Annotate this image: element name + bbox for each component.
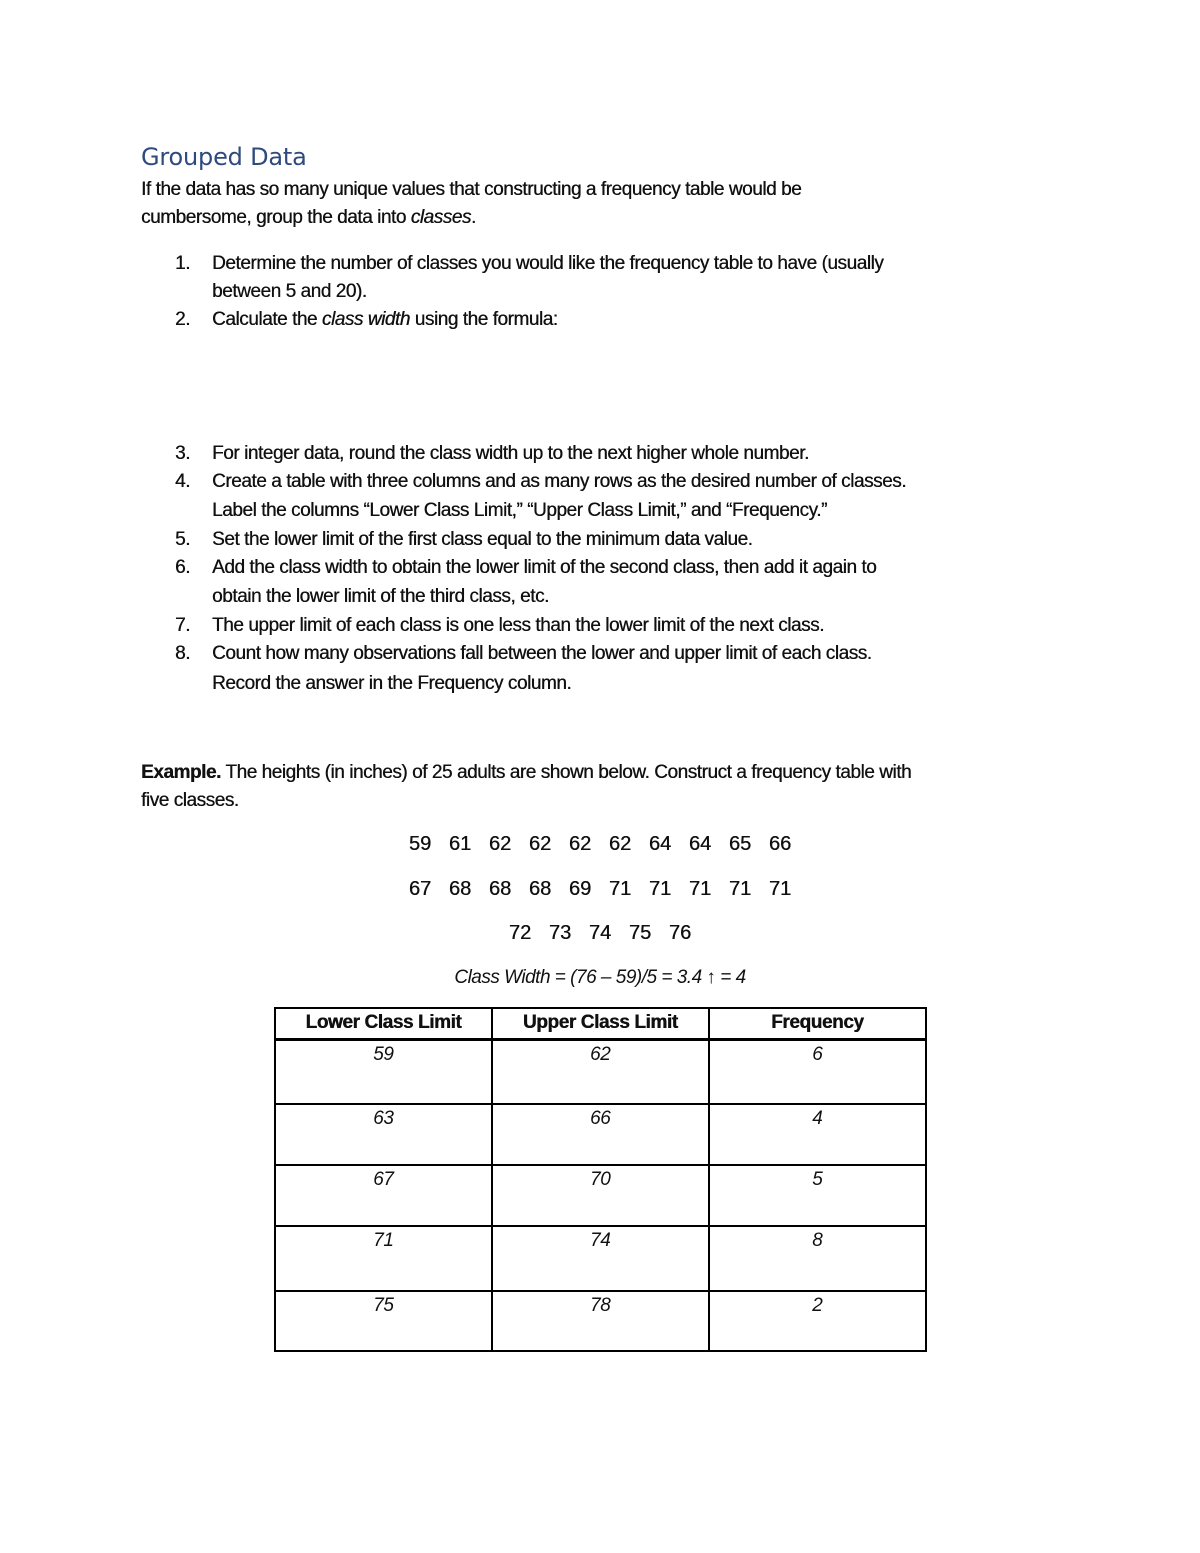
step-fragment: Calculate the <box>212 309 322 330</box>
example-text: The heights (in inches) of 25 adults are shown below. Construct a frequency table with <box>220 762 912 783</box>
step-text <box>212 308 558 332</box>
data-value: 75 <box>628 922 652 944</box>
step-fragment: class width <box>321 309 410 330</box>
step-number: 7. <box>175 615 190 636</box>
step-fragment: using the formula: <box>409 309 558 330</box>
data-value: 62 <box>488 833 512 855</box>
table-header-row <box>275 1008 926 1040</box>
data-value: 62 <box>528 833 552 855</box>
data-value: 69 <box>568 878 592 900</box>
step-text: Create a table with three columns and as many rows as the desired number of classes. <box>212 471 907 492</box>
step-text: The upper limit of each class is one less than the lower limit of the next class. <box>212 615 824 636</box>
table-cell: 8 <box>709 1226 926 1291</box>
class-width-formula: Class Width = (76 – 59)/5 = 3.4 ↑ = 4 <box>454 967 746 988</box>
data-value: 62 <box>568 833 592 855</box>
step-number: 1. <box>175 253 190 274</box>
step-number: 6. <box>175 557 190 578</box>
step-text: Label the columns “Lower Class Limit,” “Upper Class Limit,” and “Frequency.” <box>212 500 827 521</box>
table-cell: 2 <box>709 1291 926 1351</box>
table-cell: 67 <box>275 1165 492 1226</box>
intro-period: . <box>470 207 476 228</box>
table-row <box>275 1104 926 1165</box>
data-value: 73 <box>548 922 572 944</box>
page-title: Grouped Data <box>141 143 307 171</box>
step-text: between 5 and 20). <box>212 281 367 302</box>
example-line-1 <box>141 761 911 785</box>
data-value: 67 <box>408 878 432 900</box>
column-header: Lower Class Limit <box>275 1008 492 1040</box>
step-text: For integer data, round the class width up to the next higher whole number. <box>212 443 809 464</box>
intro-line-1: If the data has so many unique values that constructing a frequency table would be <box>141 179 802 200</box>
data-row <box>0 833 1200 856</box>
table-cell: 4 <box>709 1104 926 1165</box>
step-number: 3. <box>175 443 190 464</box>
data-value: 71 <box>648 878 672 900</box>
data-value: 62 <box>608 833 632 855</box>
table-cell: 74 <box>492 1226 709 1291</box>
table-cell: 70 <box>492 1165 709 1226</box>
step-text: Count how many observations fall between the lower and upper limit of each class. <box>212 643 872 664</box>
table-cell: 75 <box>275 1291 492 1351</box>
data-value: 68 <box>488 878 512 900</box>
data-value: 59 <box>408 833 432 855</box>
table-row <box>275 1040 926 1104</box>
column-header: Frequency <box>709 1008 926 1040</box>
data-value: 71 <box>768 878 792 900</box>
step-number: 4. <box>175 471 190 492</box>
example-line-2: five classes. <box>141 790 239 811</box>
data-value: 71 <box>608 878 632 900</box>
frequency-table <box>274 1007 927 1352</box>
table-cell: 5 <box>709 1165 926 1226</box>
data-value: 66 <box>768 833 792 855</box>
table-row <box>275 1226 926 1291</box>
step-text: Record the answer in the Frequency column. <box>212 673 572 694</box>
step-text: Determine the number of classes you would like the frequency table to have (usually <box>212 253 884 274</box>
table-cell: 62 <box>492 1040 709 1104</box>
step-text: Set the lower limit of the first class equal to the minimum data value. <box>212 529 753 550</box>
table-cell: 6 <box>709 1040 926 1104</box>
data-value: 61 <box>448 833 472 855</box>
step-number: 5. <box>175 529 190 550</box>
data-row <box>0 878 1200 901</box>
data-value: 74 <box>588 922 612 944</box>
data-value: 71 <box>728 878 752 900</box>
data-value: 65 <box>728 833 752 855</box>
data-value: 68 <box>528 878 552 900</box>
intro-text: cumbersome, group the data into <box>141 207 411 228</box>
data-value: 64 <box>688 833 712 855</box>
step-text: Add the class width to obtain the lower limit of the second class, then add it again to <box>212 557 877 578</box>
table-cell: 78 <box>492 1291 709 1351</box>
table-cell: 66 <box>492 1104 709 1165</box>
step-number: 2. <box>175 309 190 330</box>
table-cell: 71 <box>275 1226 492 1291</box>
step-number: 8. <box>175 643 190 664</box>
example-label: Example. <box>141 762 221 783</box>
data-value: 71 <box>688 878 712 900</box>
table-row <box>275 1165 926 1226</box>
data-value: 76 <box>668 922 692 944</box>
data-value: 68 <box>448 878 472 900</box>
step-text: obtain the lower limit of the third class, etc. <box>212 586 549 607</box>
table-cell: 59 <box>275 1040 492 1104</box>
data-value: 72 <box>508 922 532 944</box>
data-value: 64 <box>648 833 672 855</box>
table-row <box>275 1291 926 1351</box>
intro-emphasis: classes <box>410 207 471 228</box>
table-cell: 63 <box>275 1104 492 1165</box>
intro-line-2 <box>141 206 476 230</box>
column-header: Upper Class Limit <box>492 1008 709 1040</box>
data-row <box>0 922 1200 945</box>
